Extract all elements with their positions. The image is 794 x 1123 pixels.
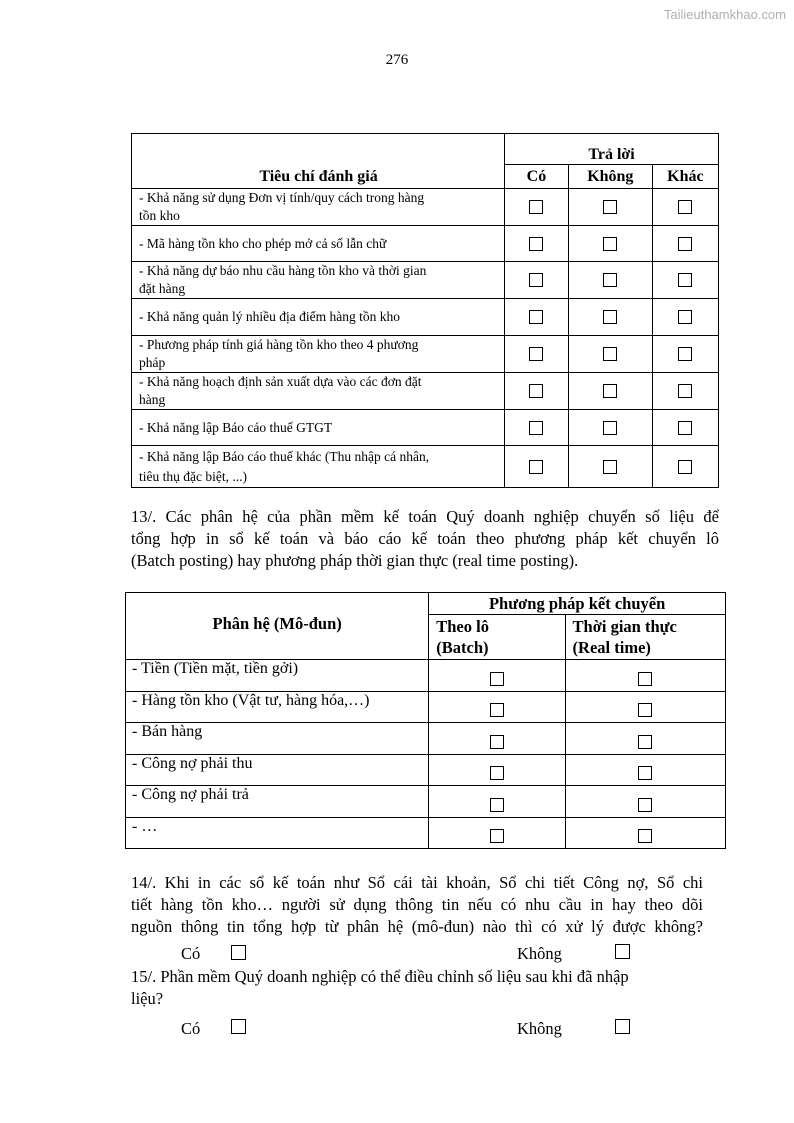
criteria-row — [132, 299, 719, 336]
option-header-khong: Không — [568, 165, 652, 189]
module-row — [126, 692, 726, 723]
checkbox-realtime[interactable] — [638, 829, 652, 843]
criteria-row — [132, 226, 719, 262]
criteria-row — [132, 189, 719, 226]
module-name: - Bán hàng — [126, 723, 429, 755]
checkbox-co[interactable] — [529, 347, 543, 361]
checkbox-khac[interactable] — [678, 273, 692, 287]
page-number: 276 — [385, 52, 409, 68]
watermark: Tailieuthamkhao.com — [663, 7, 786, 22]
q14-no-checkbox[interactable] — [615, 944, 630, 959]
q14-yes-checkbox[interactable] — [231, 945, 246, 960]
module-name: - … — [126, 818, 429, 849]
q15-yes-label: Có — [181, 1019, 201, 1038]
criteria-text: - Khả năng sử dụng Đơn vị tính/quy cách trong hàng tồn kho — [132, 189, 505, 226]
checkbox-khac[interactable] — [678, 200, 692, 214]
q15-no-checkbox[interactable] — [615, 1019, 630, 1034]
criteria-row — [132, 410, 719, 446]
checkbox-realtime[interactable] — [638, 766, 652, 780]
checkbox-co[interactable] — [529, 421, 543, 435]
criteria-text: - Khả năng lập Báo cáo thuế GTGT — [132, 410, 505, 446]
checkbox-realtime[interactable] — [638, 735, 652, 749]
module-name: - Tiền (Tiền mặt, tiền gởi) — [126, 660, 429, 692]
module-row — [126, 818, 726, 849]
checkbox-batch[interactable] — [490, 735, 504, 749]
criteria-text: - Mã hàng tồn kho cho phép mở cả số lẫn chữ — [132, 226, 505, 262]
checkbox-batch[interactable] — [490, 703, 504, 717]
checkbox-co[interactable] — [529, 237, 543, 251]
criteria-text: - Khả năng hoạch định sản xuất dựa vào các đơn đặt hàng — [132, 373, 505, 410]
method-header: Phương pháp kết chuyển — [429, 593, 726, 615]
checkbox-co[interactable] — [529, 460, 543, 474]
checkbox-khong[interactable] — [603, 460, 617, 474]
checkbox-khong[interactable] — [603, 384, 617, 398]
question-14: 14/. Khi in các sổ kế toán như Sổ cái tài khoản, Sổ chi tiết Công nợ, Sổ chi tiết hàng tồn kho… người sử dụng thông tin nếu có nhu cầu in hay theo dõi nguồn thông tin tổng hợp từ phân hệ (mô-đun) nào thì có xử lý được không? — [131, 873, 703, 936]
q15-yes-option — [181, 1019, 200, 1039]
checkbox-batch[interactable] — [490, 766, 504, 780]
option-header-khac: Khác — [652, 165, 718, 189]
criteria-text: - Khả năng lập Báo cáo thuế khác (Thu nhập cá nhân, tiêu thụ đặc biệt, ...) — [132, 446, 505, 488]
option-header-co: Có — [505, 165, 569, 189]
criteria-row — [132, 262, 719, 299]
checkbox-co[interactable] — [529, 384, 543, 398]
module-name: - Công nợ phải trả — [126, 786, 429, 818]
criteria-row — [132, 373, 719, 410]
answer-header: Trả lời — [505, 134, 719, 165]
checkbox-khac[interactable] — [678, 347, 692, 361]
checkbox-khac[interactable] — [678, 237, 692, 251]
checkbox-realtime[interactable] — [638, 672, 652, 686]
criteria-table — [131, 133, 719, 488]
checkbox-khong[interactable] — [603, 421, 617, 435]
q14-yes-option — [181, 944, 200, 964]
criteria-text: - Khả năng dự báo nhu cầu hàng tồn kho và thời gian đặt hàng — [132, 262, 505, 299]
module-header: Phân hệ (Mô-đun) — [126, 593, 429, 660]
checkbox-khac[interactable] — [678, 460, 692, 474]
batch-header: Theo lô (Batch) — [429, 615, 565, 660]
module-name: - Công nợ phải thu — [126, 755, 429, 786]
module-name: - Hàng tồn kho (Vật tư, hàng hóa,…) — [126, 692, 429, 723]
checkbox-khong[interactable] — [603, 237, 617, 251]
criteria-row — [132, 446, 719, 488]
posting-method-table — [125, 592, 726, 849]
checkbox-khac[interactable] — [678, 421, 692, 435]
checkbox-khac[interactable] — [678, 384, 692, 398]
checkbox-khac[interactable] — [678, 310, 692, 324]
module-row — [126, 723, 726, 755]
checkbox-khong[interactable] — [603, 310, 617, 324]
criteria-text: - Khả năng quản lý nhiều địa điểm hàng tồn kho — [132, 299, 505, 336]
criteria-header: Tiêu chí đánh giá — [132, 134, 505, 189]
module-row — [126, 786, 726, 818]
module-row — [126, 755, 726, 786]
q15-no-option — [517, 1019, 562, 1039]
checkbox-khong[interactable] — [603, 347, 617, 361]
q14-yes-label: Có — [181, 944, 201, 963]
realtime-header: Thời gian thực (Real time) — [565, 615, 725, 660]
checkbox-co[interactable] — [529, 273, 543, 287]
q15-no-label: Không — [517, 1019, 562, 1038]
checkbox-co[interactable] — [529, 310, 543, 324]
question-15: 15/. Phần mềm Quý doanh nghiệp có thể điều chỉnh số liệu sau khi đã nhập liệu? — [131, 967, 629, 1008]
checkbox-realtime[interactable] — [638, 703, 652, 717]
checkbox-co[interactable] — [529, 200, 543, 214]
checkbox-batch[interactable] — [490, 798, 504, 812]
q14-no-option — [517, 944, 562, 964]
q14-no-label: Không — [517, 944, 562, 963]
q15-yes-checkbox[interactable] — [231, 1019, 246, 1034]
checkbox-khong[interactable] — [603, 200, 617, 214]
module-row — [126, 660, 726, 692]
criteria-row — [132, 336, 719, 373]
criteria-text: - Phương pháp tính giá hàng tồn kho theo 4 phương pháp — [132, 336, 505, 373]
checkbox-batch[interactable] — [490, 672, 504, 686]
question-13: 13/. Các phân hệ của phần mềm kế toán Quý doanh nghiệp chuyển số liệu để tổng hợp in sổ kế toán và báo cáo kế toán theo phương pháp kết chuyển lô (Batch posting) hay phương pháp thời gian thực (real time posting). — [131, 507, 719, 570]
checkbox-khong[interactable] — [603, 273, 617, 287]
checkbox-realtime[interactable] — [638, 798, 652, 812]
checkbox-batch[interactable] — [490, 829, 504, 843]
